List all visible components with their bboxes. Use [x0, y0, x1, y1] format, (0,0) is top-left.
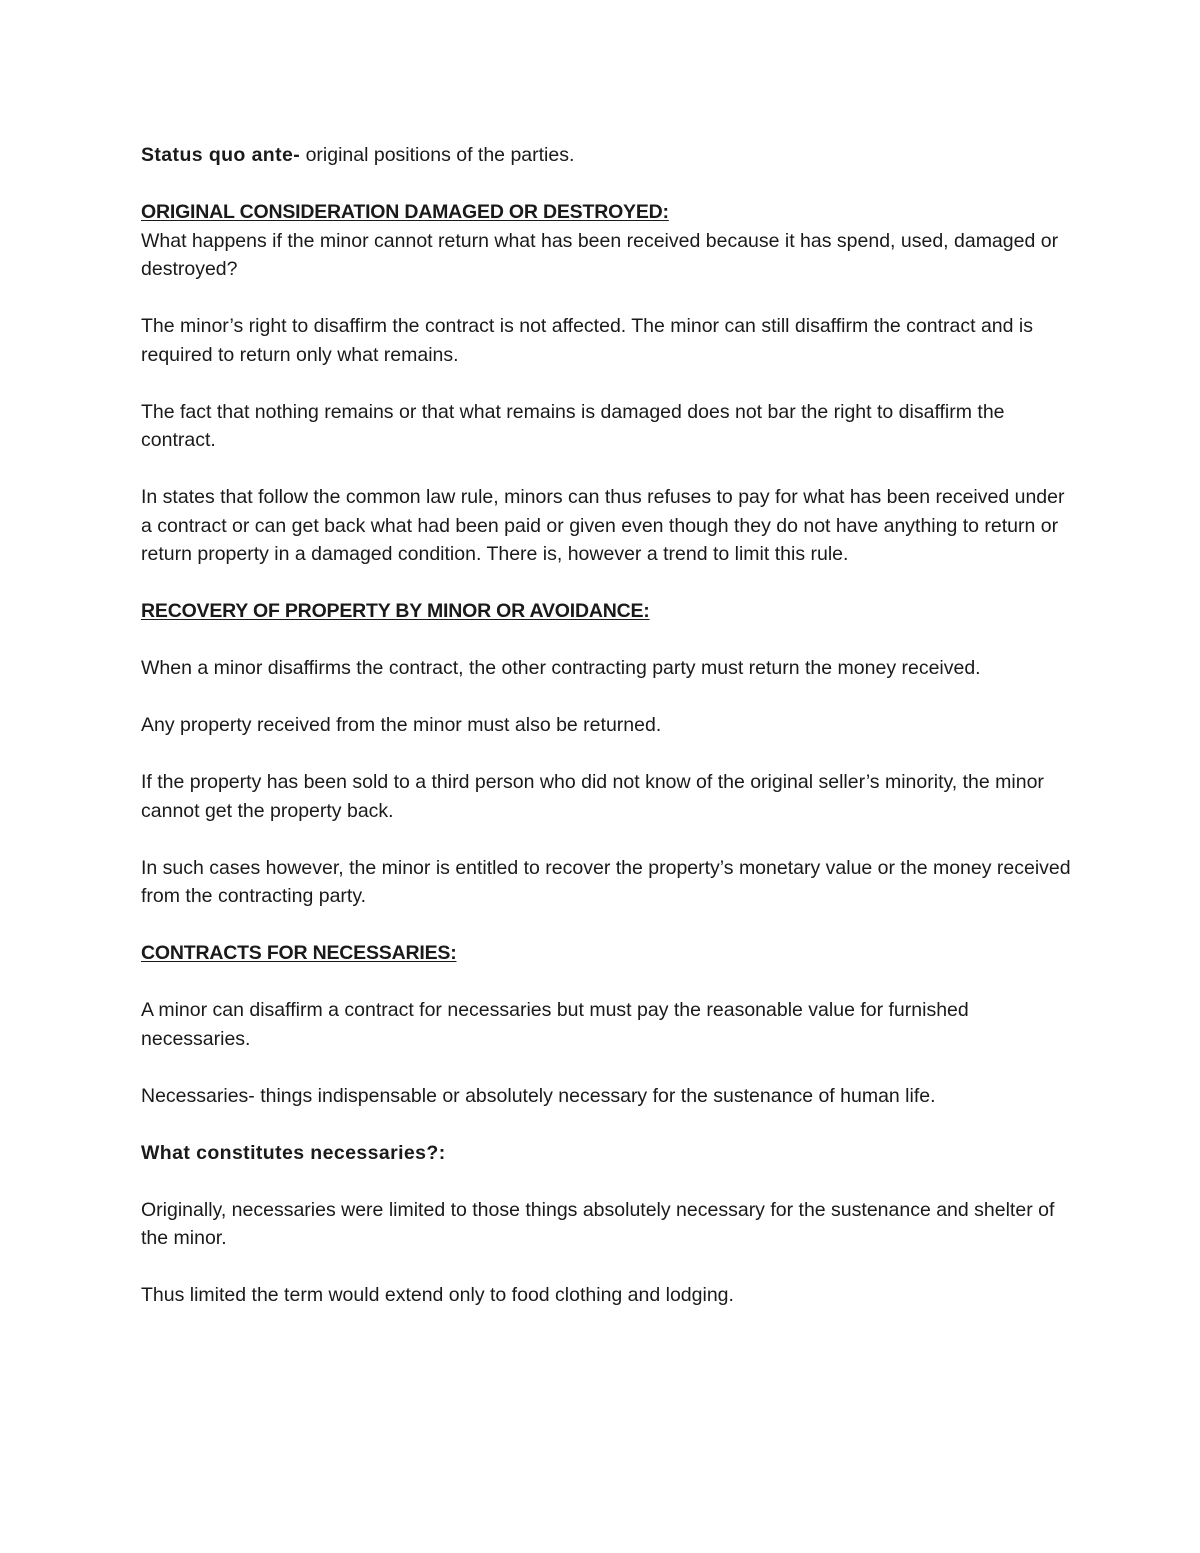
section1-paragraph-3: In states that follow the common law rule, minors can thus refuses to pay for what has been received under a contract or can get back what had been paid or given even though they do not have anything to return or return property in a damaged condition. There is, however a trend to limit this rule.: [141, 486, 1065, 565]
section2-paragraph-3: If the property has been sold to a third person who did not know of the original seller’s minority, the minor cannot get the property back.: [141, 771, 1044, 822]
section3-paragraph-2: Necessaries- things indispensable or absolutely necessary for the sustenance of human life.: [141, 1084, 936, 1107]
section2-paragraph-1: When a minor disaffirms the contract, the other contracting party must return the money received.: [141, 657, 981, 679]
status-quo-definition: original positions of the parties.: [300, 144, 575, 166]
section-heading-original-consideration: ORIGINAL CONSIDERATION DAMAGED OR DESTROYED:: [141, 201, 669, 223]
status-quo-paragraph: [141, 141, 1076, 170]
section1-paragraph-2: The fact that nothing remains or that what remains is damaged does not bar the right to disaffirm the contract.: [141, 400, 1005, 451]
section1-paragraph-1: The minor’s right to disaffirm the contract is not affected. The minor can still disaffirm the contract and is required to return only what remains.: [141, 315, 1033, 366]
section-heading-contracts-for-necessaries: CONTRACTS FOR NECESSARIES:: [141, 942, 457, 964]
section1-question: What happens if the minor cannot return what has been received because it has spend, used, damaged or destroyed?: [141, 229, 1059, 280]
section3-paragraph-4: Thus limited the term would extend only to food clothing and lodging.: [141, 1284, 734, 1306]
document-page: [141, 141, 1076, 1310]
section-heading-recovery-of-property: RECOVERY OF PROPERTY BY MINOR OR AVOIDANCE:: [141, 600, 650, 622]
status-quo-term: Status quo ante-: [141, 144, 301, 166]
section3-paragraph-3: Originally, necessaries were limited to those things absolutely necessary for the sustenance and shelter of the minor.: [141, 1198, 1055, 1249]
section2-paragraph-2: Any property received from the minor must also be returned.: [141, 714, 662, 736]
subheading-what-constitutes-necessaries: What constitutes necessaries?:: [141, 1141, 446, 1164]
section2-paragraph-4: In such cases however, the minor is entitled to recover the property’s monetary value or the money received from the contracting party.: [141, 856, 1071, 907]
section3-paragraph-1: A minor can disaffirm a contract for necessaries but must pay the reasonable value for furnished necessaries.: [141, 999, 969, 1050]
